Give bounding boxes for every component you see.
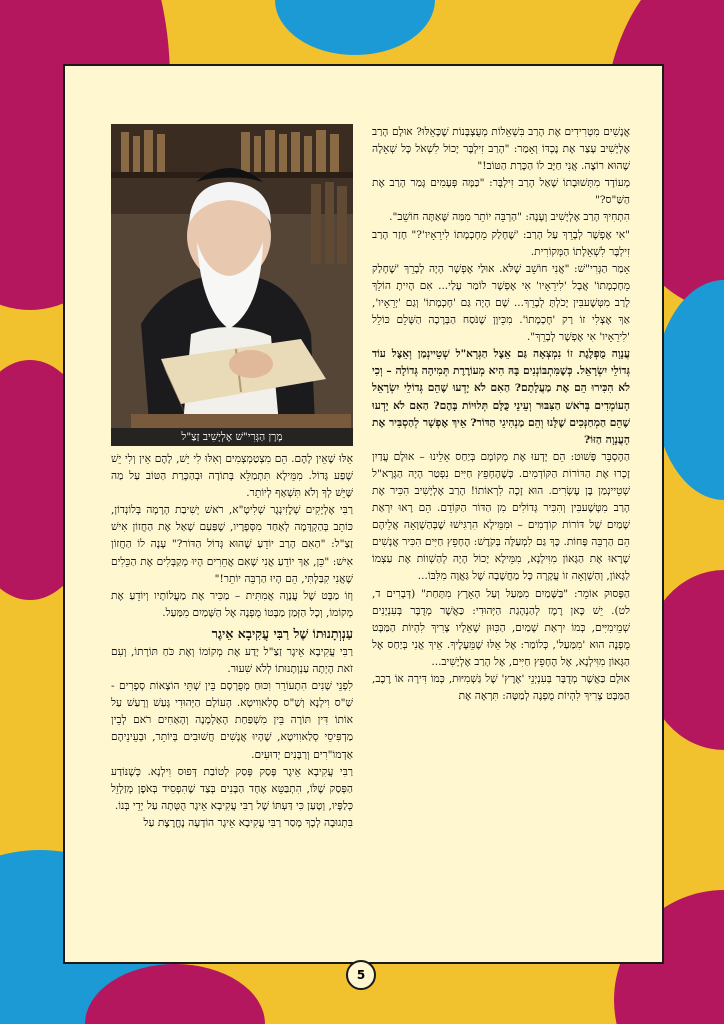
page-number: 5 bbox=[346, 960, 376, 990]
left-text-column bbox=[111, 451, 353, 832]
paragraph: אוּלָם כַּאֲשֶׁר מְדֻבָּר בְּעִנְיְנֵי 'אֶרֶץ' שֶׁל גַּשְׁמִיּוּת, כְּמוֹ דִּירָה אוֹ רֶכֶב, הַמַּבָּט צָרִיךְ לִהְיוֹת מֻפְנֶה לְמַטָּה: תִּרְאֶה אֶת bbox=[372, 673, 630, 703]
photo-caption: מָרָן הַגְּרִי"שׁ אֶלְיָשִׁיב זַצַ"ל bbox=[111, 428, 353, 446]
paragraph: רַבִּי עֲקִיבָא אֵיגֶר פָּסַק פְּסַק לְטוֹבַת דְּפוּס וִילְנָא. כְּשֶׁנּוֹדַע הַפְּסַק שֶׁלּוֹ, הִתְבַּטֵּא אֶחָד הַבָּנִים בְּצַד שֶׁהִפְסִיד בְּאֹפֶן מְזַלְזֵל כְּלַפָּיו, וְטָעַן כִּי דַּעְתּוֹ שֶׁל רַבִּי עֲקִיבָא אֵיגֶר הֻטְּתָה עַל יְדֵי בְּנוֹ. bbox=[111, 765, 353, 812]
paragraph: אֵלּוּ שֶׁאֵין לָהֶם. הֵם מִצְטַמְצְמִים וְאִלּוּ לִי יֵשׁ, לָהֶם אֵין וְלִי יֵשׁ שֶׁפַע גָּדוֹל. מִמֵּילָא תִּתְמַלֵּא בְּתוֹדָה וּבְהַכָּרַת הַטּוֹב עַל מַה שֶּׁיֵּשׁ לְךָ וְלֹא תִּשְׁאַף לְיוֹתֵר. bbox=[111, 453, 353, 500]
bold-paragraph: עֲנָוָה מֻפְלֶגֶת זוֹ נִמְצְאָה גַּם אֵצֶל הַגְּרָא"ל שְׁטֵיינְמַן וְאֵצֶל עוֹד גְּדוֹלֵי יִשְׂרָאֵל. כְּשֶׁמִּתְבּוֹנְנִים בָּהּ הִיא מְעוֹרֶרֶת תְּמִיהָה גְּדוֹלָה – וְכִי לֹא הִכִּירוּ הֵם אֶת מַעֲלָתָם? הַאִם לֹא יָדְעוּ שֶׁהֵם גְּדוֹלֵי יִשְׂרָאֵל הָעוֹמְדִים בְּרֹאשׁ הַצִּבּוּר וְעֵינֵי כֻּלָּם תְּלוּיוֹת בָּהֶם? הַאִם לֹא יָדְעוּ שֶׁהֵם הַמְחַנְּכִים שֶׁלָּנוּ וְהֵם מַנְהִיגֵי הַדּוֹר? אֵיךְ אֶפְשָׁר לְהַסְבִּיר אֶת הָעֲנָוָה הַזּוֹ? bbox=[372, 348, 630, 446]
paragraph: רַבִּי אֶלְיָקִים שְׁלֶזִינְגֶר שְׁלִיטָ"א, רֹאשׁ יְשִׁיבַת הָרָמָה בְּלוֹנְדוֹן, כּוֹתֵב בְּהַקְדָּמָה לְאַחַד מִסְּפָרָיו, שֶׁפַּעַם שָׁאַל אֶת הַחֲזוֹן אִישׁ זַצַ"ל: "הַאִם הָרַב יוֹדֵעַ שֶׁהוּא גְּדוֹל הַדּוֹר?" עָנָה לוֹ הַחֲזוֹן אִישׁ: "כֵּן, אַךְ יוֹדֵעַ אֲנִי שֶׁאִם אֲחֵרִים הָיוּ מְקַבְּלִים אֶת הַכֵּלִים שֶׁאֲנִי קִבַּלְתִּי, הֵם הָיוּ הַרְבֵּה יוֹתֵר!" bbox=[111, 504, 353, 585]
right-text-column bbox=[372, 124, 630, 705]
paragraph: לִפְנֵי שָׁנִים הִתְעוֹרֵר וִכּוּחַ מְפֻרְסָם בֵּין שְׁתֵּי הוֹצָאוֹת סְפָרִים - שַׁ"ס וִילְנָא וְשַׁ"ס סְלַאוִויטָא. הָעוֹלָם הַיְּהוּדִי גָּעַשׁ וְרָעַשׁ עַל אוֹתוֹ דִּין תּוֹרָה בֵּין מִשְׁפַּחַת הָאַלְמָנָה וְהָאַחִים רֹאם לְבֵין מַדְפִּיסֵי סְלַאוִויטָא, שֶׁהָיוּ אֲנָשִׁים חֲשׁוּבִים בְּיוֹתֵר, וּבְעֵינֵיהֶם אַדְמוֹ"רִים וְרַבָּנִים יְדוּעִים. bbox=[111, 680, 353, 761]
paragraph: וְזוֹ מַבָּט שֶׁל עֲנָוָה אֲמִתִּית – מַכִּיר אֶת מַעֲלוֹתָיו וְיוֹדֵעַ אֶת מְקוֹמוֹ, וְכָל הַזְּמַן מַבָּטוֹ מֻפְנֶה אֶל הַשָּׁמַיִם מִמַּעַל. bbox=[111, 589, 353, 619]
paragraph: בִּתְגוּבָה לְכָךְ מָסַר רַבִּי עֲקִיבָא אֵיגֶר הוֹדָעָה נֶחֱרֶצֶת עַל bbox=[143, 816, 353, 829]
paragraph: "אִי אֶפְשָׁר לְבָרֵךְ עַל הָרַב: 'שֶׁחָלַק מֵחָכְמָתוֹ לִירֵאָיו'?" חָזַר הָרַב זִילְבֶּר לִשְׁאֵלָתוֹ הַמְּקוֹרִית. bbox=[372, 228, 630, 258]
paragraph: מְעוֹדָד מִתְּשׁוּבָתוֹ שָׁאַל הָרַב זִילְבֶּר: "כַּמָּה פְּעָמִים גָּמַר הָרַב אֶת הַשַּׁ"ס?" bbox=[372, 177, 630, 207]
paragraph: הַהֶסְבֵּר פָּשׁוּט: הֵם יָדְעוּ אֶת מְקוֹמָם בְּיַחַס אֵלֵינוּ – אוּלָם עֲדַיִן זָכְרוּ אֶת הַדּוֹרוֹת הַקּוֹדְמִים. כְּשֶׁהֶחָפֵץ חַיִּים נִפְטַר הָיָה הַגְּרָא"ל שְׁטֵיינְמַן בֶּן עֶשְׂרִים. הוּא זָכָה לִרְאוֹתוֹ! הָרַב אֶלְיָשִׁיב הִכִּיר אֶת הָרַב מִטְּשֶׁעבִּין וְהִכִּיר גְּדוֹלִים מִן הַדּוֹר הַקּוֹדֵם. הֵם רָאוּ יִרְאַת שָׁמַיִם שֶׁל דּוֹרוֹת קוֹדְמִים – וּמִמֵּילָא הִרְגִּישׁוּ שֶׁבְּהַשְׁוָאָה אֲלֵיהֶם הֵם הַרְבֵּה פָּחוֹת. כָּךְ גַּם לִמְעַלָּה בְּקֹדֶשׁ: הֶחָפֵץ חַיִּים הִכִּיר אֲנָשִׁים שֶׁרָאוּ אֶת הַגָּאוֹן מִוִּילְנָא, מִמֵּילָא יָכוֹל הָיָה לְהַשְׁווֹת אֶת עַצְמוֹ לַגָּאוֹן, וְהַשְׁוָאָה זוֹ עֲקָרָה כָּל מַחֲשָׁבָה שֶׁל גַּאֲוָה מִלִּבּוֹ... bbox=[372, 450, 630, 583]
paragraph: רַבִּי עֲקִיבָא אֵיגֶר זַצַ"ל יָדַע אֶת מְקוֹמוֹ וְאֶת כֹּחַ תּוֹרָתוֹ, וְעִם זֹאת הָיְתָה עַנְוְתָנוּתוֹ לְלֹא שִׁעוּר. bbox=[111, 645, 353, 676]
paragraph: אֲנָשִׁים מִטְרִידִים אֶת הָרַב בִּשְׁאֵלוֹת מְעֻצְבָּנוֹת שֶׁכָּאֵלּוּ? אוּלָם הָרַב אֶלְיָשִׁיב עָצַר אֶת נֶכְדּוֹ וְאָמַר: "הָרַב זִילְבֶּר יָכוֹל לִשְׁאֹל כָּל שְׁאֵלָה שֶׁהוּא רוֹצֶה. אֲנִי חַיָּב לוֹ הַכָּרַת הַטּוֹב!" bbox=[372, 126, 630, 173]
paragraph: הִתְחִיךְ הָרַב אֶלְיָשִׁיב וְעָנָה: "הַרְבֵּה יוֹתֵר מִמַּה שֶּׁאַתָּה חוֹשֵׁב". bbox=[389, 211, 630, 224]
article-page bbox=[63, 64, 664, 964]
section-heading: עַנְוְתָנוּתוֹ שֶׁל רַבִּי עֲקִיבָא אֵיגֶר bbox=[211, 625, 353, 641]
paragraph: הַפָּסוּק אוֹמֵר: "בַּשָּׁמַיִם מִמַּעַל וְעַל הָאָרֶץ מִתָּחַת" (דְּבָרִים ד, לט). יֵשׁ כָּאן רֶמֶז לְהַנְהָגַת הַיְּהוּדִי: כַּאֲשֶׁר מְדֻבָּר בְּעִנְיָנִים שְׁמֵימִיִּים, כְּמוֹ יִרְאַת שָׁמַיִם, הַכִּוּוּן שֶׁאֵלָיו צָרִיךְ לִהְיוֹת הַמַּבָּט מֻפְנֶה הוּא 'מִמַּעַל', כְּלוֹמַר: אֶל אֵלּוּ שֶׁמֵּעָלֶיךָ. אֵיךְ אֲנִי בְּיַחַס אֶל הַגָּאוֹן מִוִּילְנָא, אֶל הֶחָפֵץ חַיִּים, אֶל הָרַב אֶלְיָשִׁיב... bbox=[372, 587, 630, 668]
paragraph: אָמַר הַגְּרִי"שׁ: "אֲנִי חוֹשֵׁב שֶׁלֹּא. אוּלַי אֶפְשָׁר הָיָה לְבָרֵךְ 'שֶׁחָלַק מֵחָכְמָתוֹ' אֲבָל 'לִירֵאָיו' אִי אֶפְשָׁר לוֹמַר עָלַי... אִם הָיִיתָ הוֹלֵךְ לָרַב מִטְּשֶׁעבִּין יָכֹלְתָּ לְבָרֵךְ... שָׁם הָיָה גַּם 'חָכְמָתוֹ' וְגַם 'יְרֵאָיו', אַךְ אֶצְלִי זוֹ רַק 'חָכְמָתוֹ'. מִכֵּיוָן שֶׁנֹּסַח הַבְּרָכָה הַשָּׁלֵם כּוֹלֵל 'לִירֵאָיו' אִי אֶפְשָׁר לְבָרֵךְ". bbox=[372, 262, 630, 344]
rabbi-photo bbox=[111, 124, 353, 446]
rabbi-reading-book-photo-icon bbox=[111, 124, 353, 446]
